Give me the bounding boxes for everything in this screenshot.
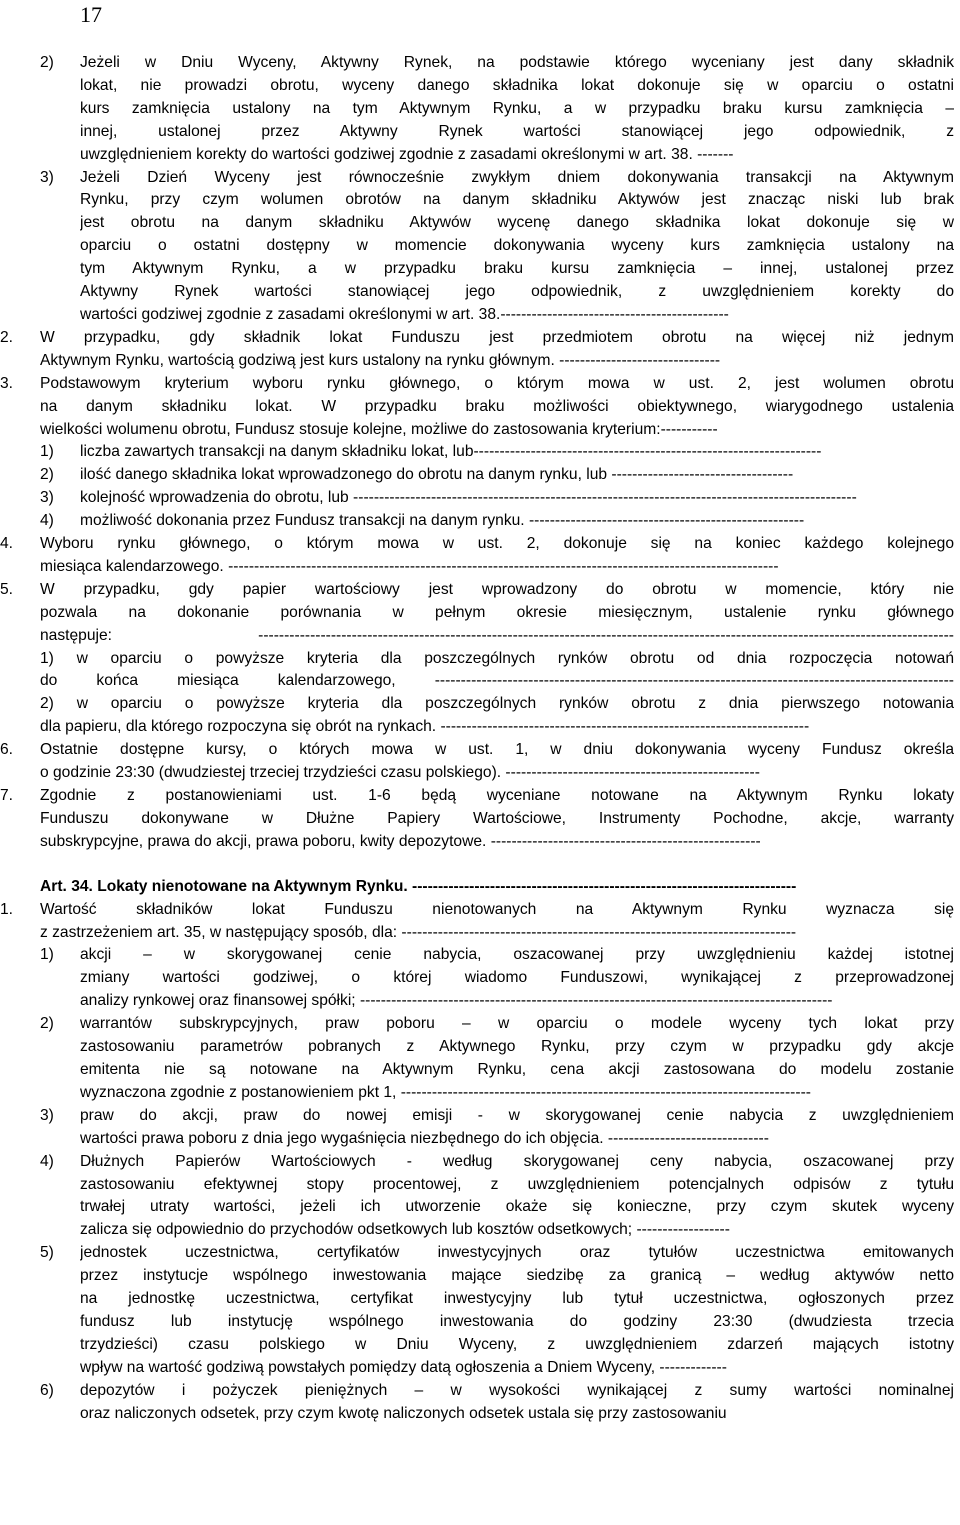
item-text <box>80 510 954 533</box>
item-number: 6) <box>40 1381 54 1399</box>
item-text <box>80 1013 954 1105</box>
text-line: wartości prawa poboru z dnia jego wygaśnięcia niezbędnego do ich objęcia. ------------------------------- <box>80 1129 769 1147</box>
list-item <box>0 441 960 464</box>
item-text <box>40 579 954 739</box>
text-line: subskrypcyjne, prawa do akcji, prawa poboru, kwity depozytowe. ---------------------------------------------------- <box>40 832 761 850</box>
item-text <box>40 899 954 945</box>
item-number: 4. <box>0 535 14 553</box>
text-line: na jednostkę uczestnictwa, certyfikat inwestycyjny lub tytuł uczestnictwa, ogłoszonych przez <box>80 1290 954 1308</box>
text-line: pozwala na dokonanie porównania w pełnym okresie miesięcznym, ustalenie rynku głównego <box>40 603 954 621</box>
section-item <box>0 533 960 579</box>
item-text <box>80 1380 954 1426</box>
text-line: innej, ustalonej przez Aktywny Rynek wartości stanowiącej jego odpowiednik, z <box>80 122 954 140</box>
item-number: 3) <box>40 1106 54 1124</box>
item-number: 6. <box>0 741 14 759</box>
text-line: analizy rynkowej oraz finansowej spółki; ------------------------------------------------------------------------------------------- <box>80 992 833 1010</box>
text-line: trzydzieści) czasu polskiego w Dniu Wyceny, z uwzględnieniem zdarzeń mających istotny <box>80 1335 954 1353</box>
item-text <box>80 52 954 167</box>
text-line: Wartość składników lokat Funduszu nienotowanych na Aktywnym Rynku wyznacza się <box>40 900 954 918</box>
item-text <box>80 944 954 1013</box>
article-heading: Art. 34. Lokaty nienotowane na Aktywnym Rynku. -------------------------------------------------------------------------- <box>40 877 797 895</box>
item-number: 7. <box>0 787 14 804</box>
text-line: lokat, nie prowadzi obrotu, wyceny danego składnika lokat dokonuje się w oparciu o ostatni <box>80 76 954 94</box>
text-line: miesiąca kalendarzowego. ---------------------------------------------------------------------------------------------------------- <box>40 557 779 575</box>
section-item <box>0 373 960 442</box>
list-item <box>0 1380 960 1426</box>
item-number: 1) <box>40 946 54 964</box>
text-line: przez instytucje wspólnego inwestowania mające siedzibę za granicą – według aktywów netto <box>80 1267 954 1285</box>
item-text <box>80 441 954 464</box>
item-text <box>40 739 954 785</box>
text-line: 1) w oparciu o powyższe kryteria dla poszczególnych rynków obrotu od dnia rozpoczęcia notowań <box>40 649 954 667</box>
text-line: Podstawowym kryterium wyboru rynku głównego, o którym mowa w ust. 2, jest wolumen obrotu <box>40 374 954 392</box>
text-line: Aktywny Rynek wartości stanowiącej jego odpowiednik, z uwzględnieniem korekty do <box>80 283 954 301</box>
text-line: Wyboru rynku głównego, o którym mowa w ust. 2, dokonuje się na koniec każdego kolejnego <box>40 535 954 553</box>
text-line: do końca miesiąca kalendarzowego, ---------------------------------------------------------------------------------------------------- <box>40 672 954 690</box>
section-item <box>0 579 960 739</box>
list-item <box>0 167 960 327</box>
text-line: praw do akcji, praw do nowej emisji - w skorygowanej cenie nabycia z uwzględnieniem <box>80 1106 954 1124</box>
text-line: wartości godziwej zgodnie z zasadami określonymi w art. 38.-------------------------------------------- <box>80 305 729 323</box>
item-number: 4) <box>40 512 54 530</box>
item-text <box>80 1105 954 1151</box>
text-line: ilość danego składnika lokat wprowadzonego do obrotu na danym rynku, lub ----------------------------------- <box>80 466 794 484</box>
text-line: Jeżeli Dzień Wyceny jest równocześnie zwykłym dniem dokonywania transakcji na Aktywnym <box>80 168 954 186</box>
text-line: wielkości wolumenu obrotu, Fundusz stosuje kolejne, możliwe do zastosowania kryterium:----------- <box>40 420 718 438</box>
item-number: 1. <box>0 900 14 918</box>
list-item <box>0 1013 960 1105</box>
text-line: jednostek uczestnictwa, certyfikatów inwestycyjnych oraz tytułów uczestnictwa emitowanych <box>80 1244 954 1262</box>
item-text <box>40 373 954 442</box>
text-line: zastosowaniu efektywnej stopy procentowej, z uwzględnieniem potencjalnych odpisów z tytułu <box>80 1175 954 1193</box>
text-line: kurs zamknięcia ustalony na tym Aktywnym Rynku, a w przypadku braku kursu zamknięcia – <box>80 99 954 117</box>
list-item <box>0 1151 960 1243</box>
page-number: 17 <box>80 2 102 27</box>
text-line: wpływ na wartość godziwą powstałych pomiędzy datą ogłoszenia a Dniem Wyceny, ------------- <box>80 1358 727 1376</box>
document-body <box>0 52 960 1425</box>
text-line: W przypadku, gdy papier wartościowy jest wprowadzony do obrotu w momencie, który nie <box>40 580 954 598</box>
list-item <box>0 944 960 1013</box>
item-number: 3) <box>40 489 54 507</box>
text-line: zalicza się odpowiednio do przychodów odsetkowych lub kosztów odsetkowych; ------------------ <box>80 1221 730 1239</box>
text-line: dla papieru, dla którego rozpoczyna się obrót na rynkach. ----------------------------------------------------------------------- <box>40 718 810 736</box>
item-number: 1) <box>40 443 54 461</box>
item-text <box>80 487 954 510</box>
text-line: o godzinie 23:30 (dwudziestej trzeciej trzydzieści czasu polskiego). ------------------------------------------------- <box>40 764 760 782</box>
item-text <box>80 1242 954 1379</box>
text-line: jest obrotu na danym składniku Aktywów wycenę danego składnika lokat dokonuje się w <box>80 214 954 232</box>
item-number: 3. <box>0 374 14 392</box>
text-line: uwzględnieniem korekty do wartości godziwej zgodnie z zasadami określonymi w art. 38. ------- <box>80 145 734 163</box>
list-item <box>0 487 960 510</box>
item-number: 2) <box>40 1015 54 1033</box>
list-item <box>0 464 960 487</box>
text-line: depozytów i pożyczek pieniężnych – w wysokości wynikającej z sumy wartości nominalnej <box>80 1381 954 1399</box>
text-line: Ostatnie dostępne kursy, o których mowa w ust. 1, w dniu dokonywania wyceny Fundusz określa <box>40 741 954 759</box>
text-line: tym Aktywnym Rynku, a w przypadku braku kursu zamknięcia – innej, ustalonej przez <box>80 260 954 278</box>
item-number: 2) <box>40 466 54 484</box>
text-line: emitenta nie są notowane na Aktywnym Rynku, cena akcji zastosowana do modelu zostanie <box>80 1060 954 1078</box>
text-line: wyznaczona zgodnie z postanowieniem pkt 1, ------------------------------------------------------------------------------- <box>80 1083 811 1101</box>
text-line: Zgodnie z postanowieniami ust. 1-6 będą wyceniane notowane na Aktywnym Rynku lokaty <box>40 787 954 804</box>
section-item <box>0 327 960 373</box>
text-line: warrantów subskrypcyjnych, praw poboru – w oparciu o modele wyceny tych lokat przy <box>80 1015 954 1033</box>
text-line: zastosowaniu parametrów pobranych z Aktywnego Rynku, przy czym w przypadku gdy akcje <box>80 1038 954 1056</box>
item-text <box>80 1151 954 1243</box>
item-text <box>40 785 954 854</box>
text-line: możliwość dokonania przez Fundusz transakcji na danym rynku. ----------------------------------------------------- <box>80 512 805 530</box>
item-text <box>80 167 954 327</box>
text-line: W przypadku, gdy składnik lokat Funduszu jest przedmiotem obrotu na więcej niż jednym <box>40 328 954 346</box>
item-number: 5) <box>40 1244 54 1262</box>
list-item <box>0 510 960 533</box>
item-number: 5. <box>0 580 14 598</box>
text-line: fundusz lub instytucję wspólnego inwestowania do godziny 23:30 (dwudziesta trzecia <box>80 1312 954 1330</box>
item-text <box>40 533 954 579</box>
text-line: Rynku, przy czym wolumen obrotów na danym składniku Aktywów jest znacząc niski lub brak <box>80 191 954 209</box>
section-item <box>0 899 960 945</box>
section-item <box>0 739 960 785</box>
text-line: Jeżeli w Dniu Wyceny, Aktywny Rynek, na podstawie którego wyceniany jest dany składnik <box>80 54 954 71</box>
list-item <box>0 52 960 167</box>
text-line: 2) w oparciu o powyższe kryteria dla poszczególnych rynków obrotu z dnia pierwszego notowania <box>40 695 954 713</box>
text-line: trwałej utraty wartości, jeżeli ich utworzenie okaże się konieczne, przy czym skutek wyceny <box>80 1198 954 1216</box>
item-number: 2. <box>0 328 14 346</box>
list-item <box>0 1242 960 1379</box>
item-number: 3) <box>40 168 54 186</box>
text-line: Funduszu dokonywane w Dłużne Papiery Wartościowe, Instrumenty Pochodne, akcje, warranty <box>40 809 954 827</box>
text-line: liczba zawartych transakcji na danym składniku lokat, lub------------------------------------------------------------------- <box>80 443 822 461</box>
item-text <box>40 327 954 373</box>
text-line: akcji – w skorygowanej cenie nabycia, oszacowanej przy uwzględnieniu każdej istotnej <box>80 946 954 964</box>
text-line: kolejność wprowadzenia do obrotu, lub ------------------------------------------------------------------------------------------------- <box>80 489 857 507</box>
item-number: 4) <box>40 1152 54 1170</box>
section-item <box>0 785 960 854</box>
text-line: oraz naliczonych odsetek, przy czym kwotę naliczonych odsetek ustala się przy zastosowaniu <box>80 1404 727 1422</box>
text-line: następuje: -------------------------------------------------------------------------------------------------------------------------------------- <box>40 626 954 644</box>
text-line: oparciu o ostatni dostępny w momencie dokonywania wyceny kurs zamknięcia ustalony na <box>80 237 954 255</box>
item-text <box>80 464 954 487</box>
list-item <box>0 1105 960 1151</box>
text-line: z zastrzeżeniem art. 35, w następujący sposób, dla: ---------------------------------------------------------------------------- <box>40 923 797 941</box>
text-line: Dłużnych Papierów Wartościowych - według skorygowanej ceny nabycia, oszacowanej przy <box>80 1152 954 1170</box>
text-line: zmiany wartości godziwej, o której wiadomo Funduszowi, wynikającej z przeprowadzonej <box>80 969 954 987</box>
text-line: na danym składniku lokat. W przypadku braku możliwości obiektywnego, wiarygodnego ustalenia <box>40 397 954 415</box>
item-number: 2) <box>40 54 54 71</box>
text-line: Aktywnym Rynku, wartością godziwą jest kurs ustalony na rynku głównym. ------------------------------- <box>40 351 721 369</box>
